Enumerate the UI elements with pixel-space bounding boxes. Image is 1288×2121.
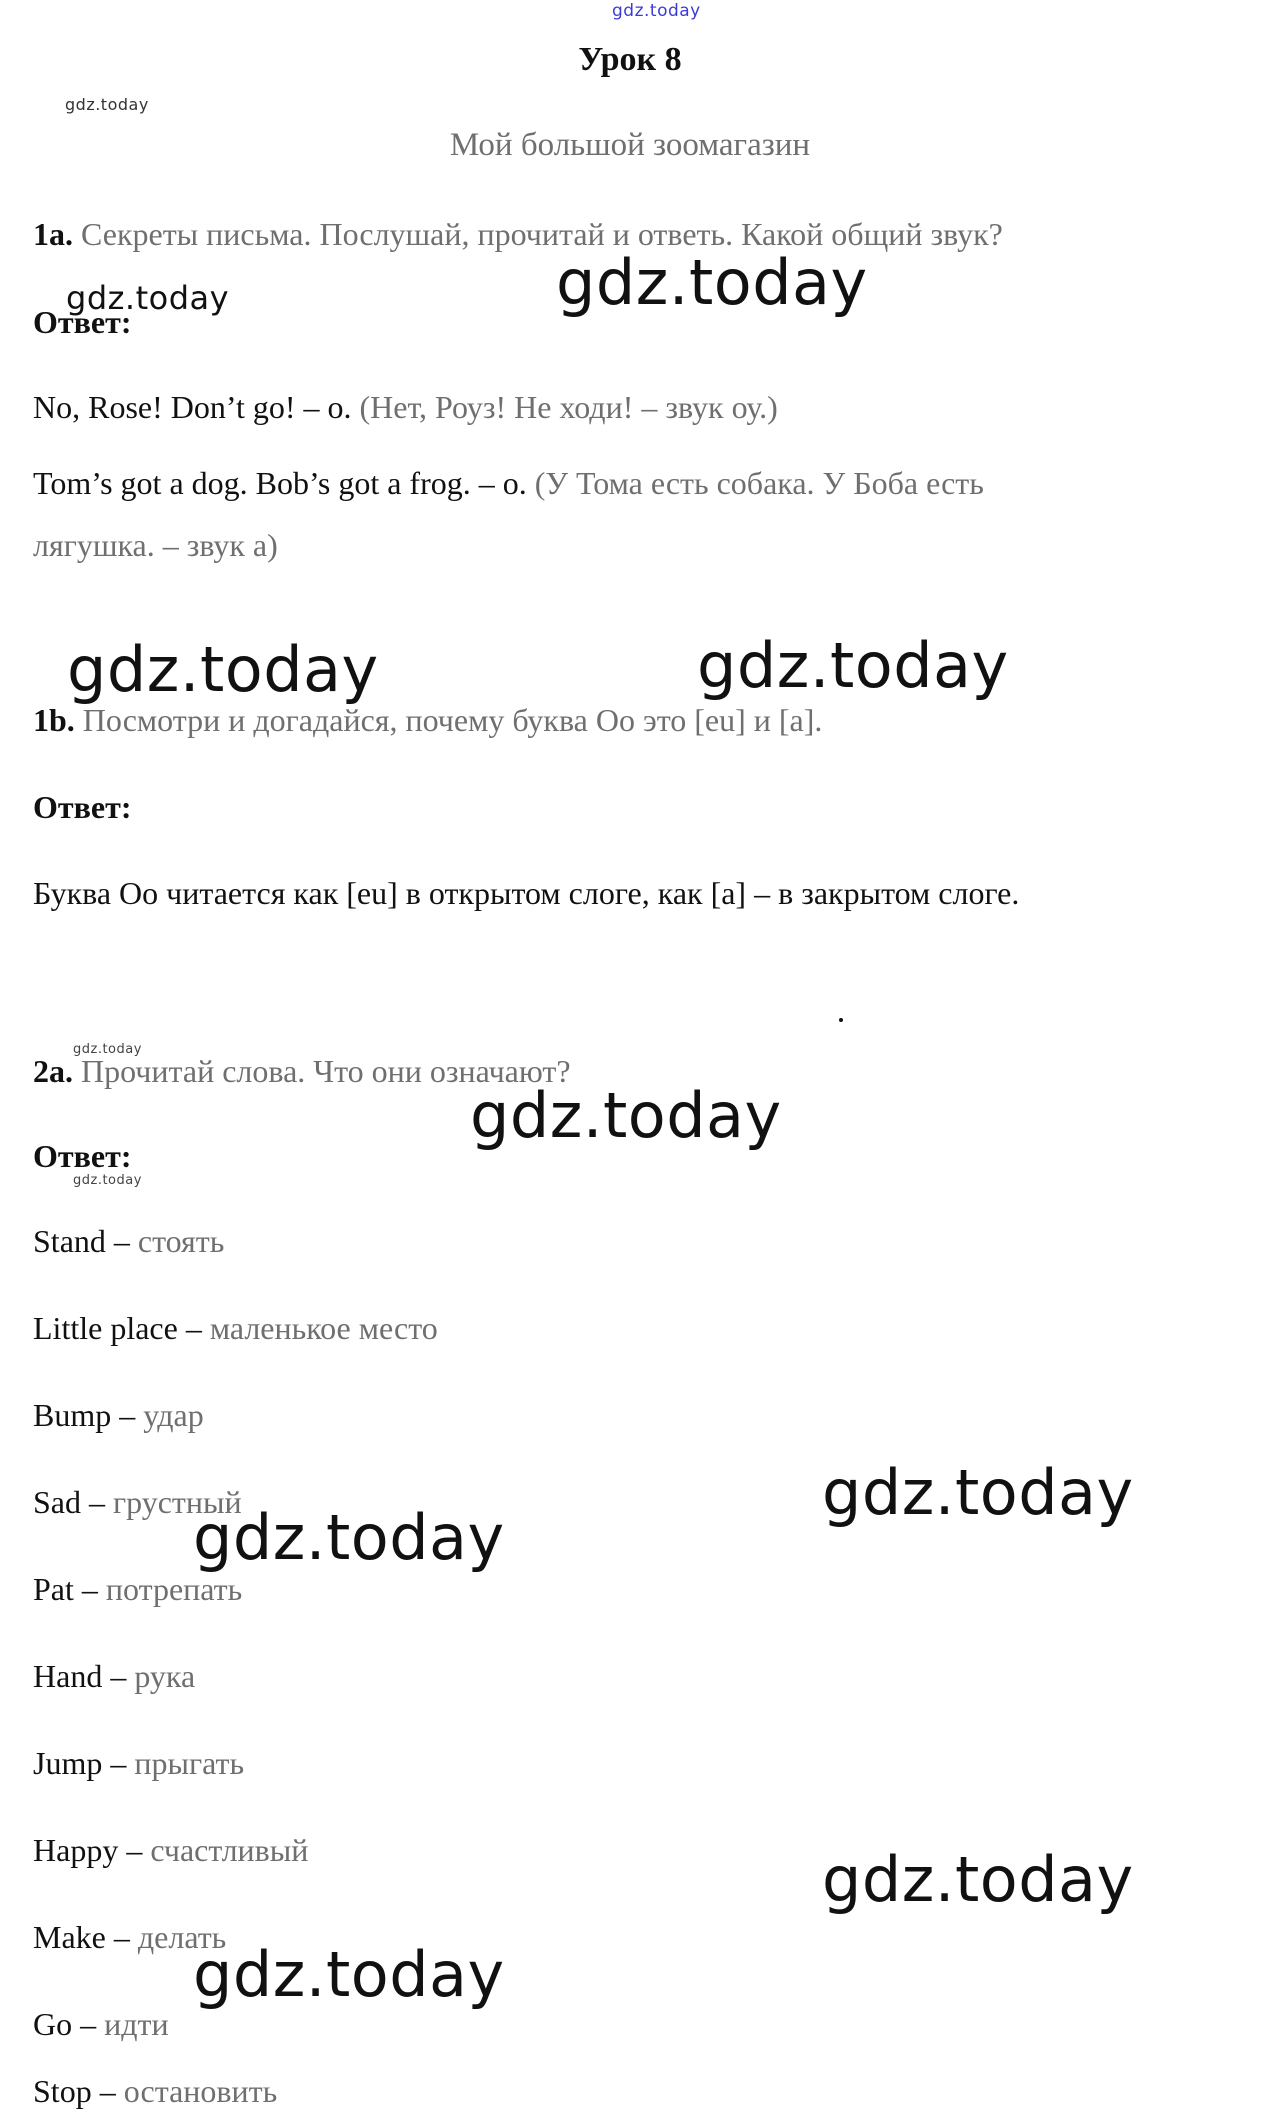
watermark-large: gdz.today: [193, 1501, 505, 1574]
word-english: Sad –: [33, 1484, 105, 1520]
word-translation: удар: [143, 1397, 204, 1433]
word-row: [33, 1221, 224, 1261]
word-english: Stop –: [33, 2073, 116, 2109]
answer-label-1a: Ответ:: [33, 304, 132, 340]
watermark-tiny: gdz.today: [73, 1173, 142, 1188]
word-english: Happy –: [33, 1832, 143, 1868]
word-translation: грустный: [113, 1484, 242, 1520]
task-1a-line-2-cont: лягушка. – звук а): [33, 527, 278, 563]
word-row: [33, 1830, 308, 1870]
word-row: [33, 1743, 244, 1783]
watermark-large: gdz.today: [822, 1456, 1134, 1529]
watermark-tiny: gdz.today: [73, 1042, 142, 1057]
watermark-large: gdz.today: [470, 1079, 782, 1152]
word-english: Make –: [33, 1919, 130, 1955]
word-english: Stand –: [33, 1223, 130, 1259]
watermark-large: gdz.today: [697, 629, 1009, 702]
task-1b-text: Посмотри и догадайся, почему буква Оо это [eu] и [a].: [82, 702, 823, 738]
stray-dot: [839, 1018, 843, 1022]
word-row: [33, 1569, 242, 1609]
task-2a-text: Прочитай слова. Что они означают?: [81, 1053, 571, 1089]
word-row: [33, 1308, 438, 1348]
page-title: Урок 8: [578, 41, 682, 78]
word-translation: рука: [134, 1658, 196, 1694]
task-1a-text: Секреты письма. Послушай, прочитай и ответь. Какой общий звук?: [81, 216, 1003, 252]
watermark-large: gdz.today: [822, 1843, 1134, 1916]
page-subtitle: Мой большой зоомагазин: [449, 127, 811, 163]
task-1a-number: 1a.: [33, 216, 73, 252]
task-1b-answer: Буква Оо читается как [eu] в открытом слоге, как [a] – в закрытом слоге.: [33, 875, 1020, 911]
line-translation: (Нет, Роуз! Не ходи! – звук оу.): [359, 389, 778, 425]
word-english: Little place –: [33, 1310, 202, 1346]
word-translation: маленькое место: [209, 1310, 438, 1346]
task-2a-number: 2a.: [33, 1053, 73, 1089]
line-translation: (У Тома есть собака. У Боба есть: [534, 465, 984, 501]
word-translation: идти: [104, 2006, 169, 2042]
word-translation: делать: [137, 1919, 227, 1955]
answer-label-1b: Ответ:: [33, 789, 132, 825]
word-row: [33, 2004, 169, 2044]
word-row: [33, 2071, 277, 2111]
watermark-top: gdz.today: [612, 1, 701, 21]
line-english: No, Rose! Don’t go! – o.: [33, 389, 352, 425]
watermark-large: gdz.today: [556, 246, 868, 319]
word-translation: стоять: [137, 1223, 225, 1259]
word-english: Bump –: [33, 1397, 136, 1433]
task-1b-heading: [33, 700, 822, 740]
watermark-medium: gdz.today: [66, 279, 230, 317]
watermark-large: gdz.today: [67, 633, 379, 706]
word-row: [33, 1656, 195, 1696]
answer-label-2a: Ответ:: [33, 1138, 132, 1174]
task-1a-line-1: [33, 387, 778, 427]
word-english: Jump –: [33, 1745, 127, 1781]
watermark-large: gdz.today: [193, 1938, 505, 2011]
word-english: Pat –: [33, 1571, 98, 1607]
word-translation: счастливый: [150, 1832, 309, 1868]
word-english: Go –: [33, 2006, 97, 2042]
word-translation: остановить: [123, 2073, 278, 2109]
word-translation: потрепать: [105, 1571, 243, 1607]
task-1a-line-2: [33, 463, 984, 503]
word-row: [33, 1395, 204, 1435]
word-translation: прыгать: [134, 1745, 245, 1781]
watermark-small: gdz.today: [65, 95, 149, 114]
line-english: Tom’s got a dog. Bob’s got a frog. – o.: [33, 465, 527, 501]
task-1b-number: 1b.: [33, 702, 75, 738]
word-english: Hand –: [33, 1658, 127, 1694]
